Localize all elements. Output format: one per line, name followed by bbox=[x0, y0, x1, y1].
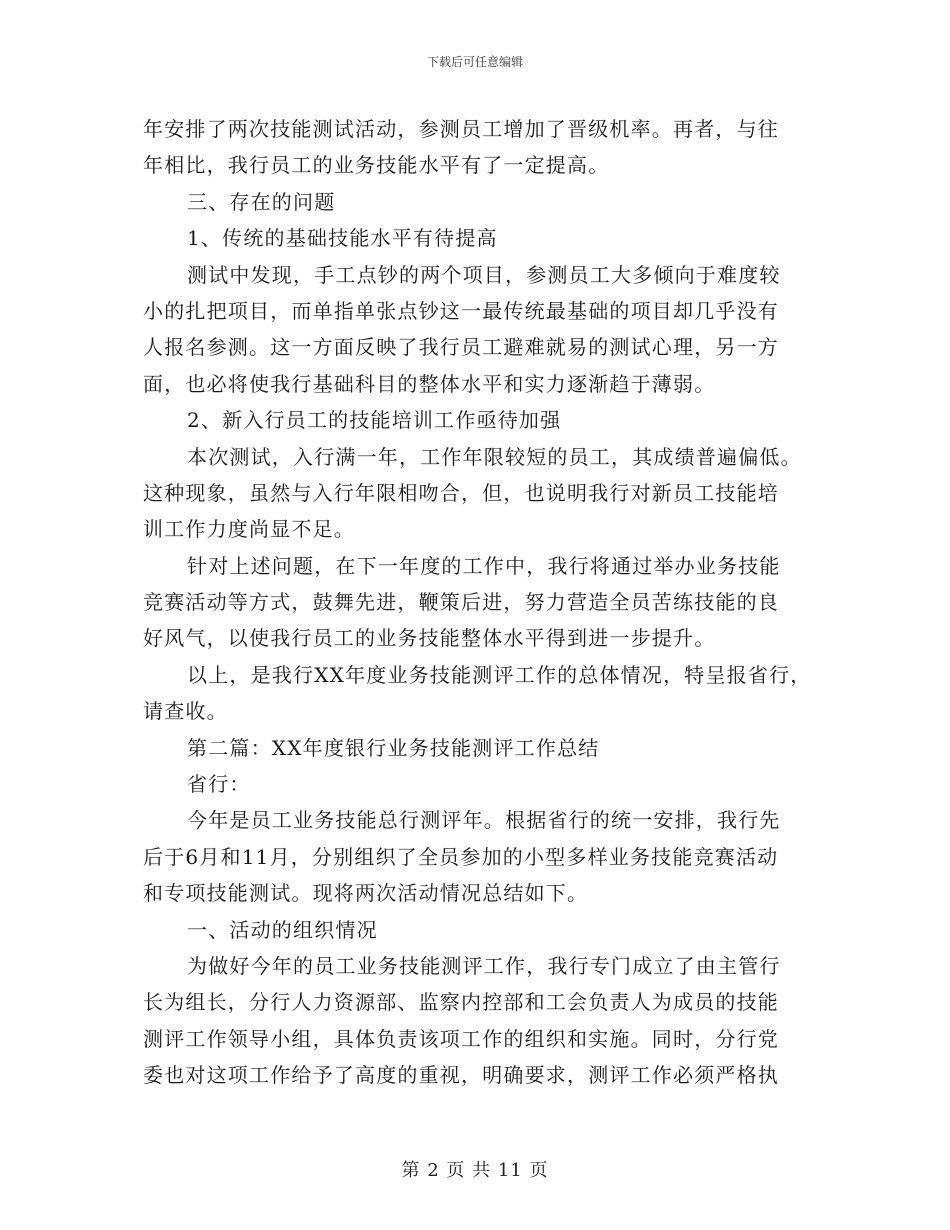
text-line: 今年是员工业务技能总行测评年。根据省行的统一安排，我行先 bbox=[187, 808, 781, 833]
text-line: 测评工作领导小组，具体负责该项工作的组织和实施。同时，分行党 bbox=[143, 1026, 779, 1051]
text-line: 本次测试，入行满一年，工作年限较短的员工，其成绩普遍偏低。 bbox=[187, 444, 802, 469]
text-line: 小的扎把项目，而单指单张点钞这一最传统最基础的项目却几乎没有 bbox=[143, 298, 779, 323]
text-line: 为做好今年的员工业务技能测评工作，我行专门成立了由主管行 bbox=[187, 953, 781, 978]
text-line: 和专项技能测试。现将两次活动情况总结如下。 bbox=[143, 881, 589, 906]
section-heading: 三、存在的问题 bbox=[187, 189, 336, 214]
subsection-heading: 1、传统的基础技能水平有待提高 bbox=[187, 226, 498, 251]
chapter-title: 第二篇：XX年度银行业务技能测评工作总结 bbox=[187, 735, 600, 760]
page-header: 下载后可任意编辑 bbox=[426, 55, 523, 69]
text-line: 竞赛活动等方式，鼓舞先进，鞭策后进，努力营造全员苦练技能的良 bbox=[143, 590, 779, 615]
text-line: 这种现象，虽然与入行年限相吻合，但，也说明我行对新员工技能培 bbox=[143, 480, 779, 505]
text-line: 人报名参测。这一方面反映了我行员工避难就易的测试心理，另一方 bbox=[143, 335, 779, 360]
subsection-heading: 2、新入行员工的技能培训工作亟待加强 bbox=[187, 408, 562, 433]
page-footer: 第 2 页 共 11 页 bbox=[401, 1160, 549, 1181]
text-line: 以上，是我行XX年度业务技能测评工作的总体情况，特呈报省行， bbox=[187, 662, 812, 687]
text-line: 训工作力度尚显不足。 bbox=[143, 517, 355, 542]
salutation: 省行： bbox=[187, 772, 251, 797]
document-body bbox=[143, 111, 813, 1094]
text-line: 针对上述问题，在下一年度的工作中，我行将通过举办业务技能 bbox=[187, 553, 781, 578]
text-line: 年相比，我行员工的业务技能水平有了一定提高。 bbox=[143, 153, 610, 178]
section-heading: 一、活动的组织情况 bbox=[187, 917, 378, 942]
text-line: 好风气，以使我行员工的业务技能整体水平得到进一步提升。 bbox=[143, 626, 716, 651]
text-line: 长为组长，分行人力资源部、监察内控部和工会负责人为成员的技能 bbox=[143, 990, 779, 1015]
text-line: 测试中发现，手工点钞的两个项目，参测员工大多倾向于难度较 bbox=[187, 262, 781, 287]
text-line: 请查收。 bbox=[143, 699, 228, 724]
text-line: 委也对这项工作给予了高度的重视，明确要求，测评工作必须严格执 bbox=[143, 1063, 779, 1088]
text-line: 年安排了两次技能测试活动，参测员工增加了晋级机率。再者，与往 bbox=[143, 117, 779, 141]
text-line: 后于6月和11月，分别组织了全员参加的小型多样业务技能竞赛活动 bbox=[143, 844, 779, 869]
text-line: 面，也必将使我行基础科目的整体水平和实力逐渐趋于薄弱。 bbox=[143, 371, 716, 396]
